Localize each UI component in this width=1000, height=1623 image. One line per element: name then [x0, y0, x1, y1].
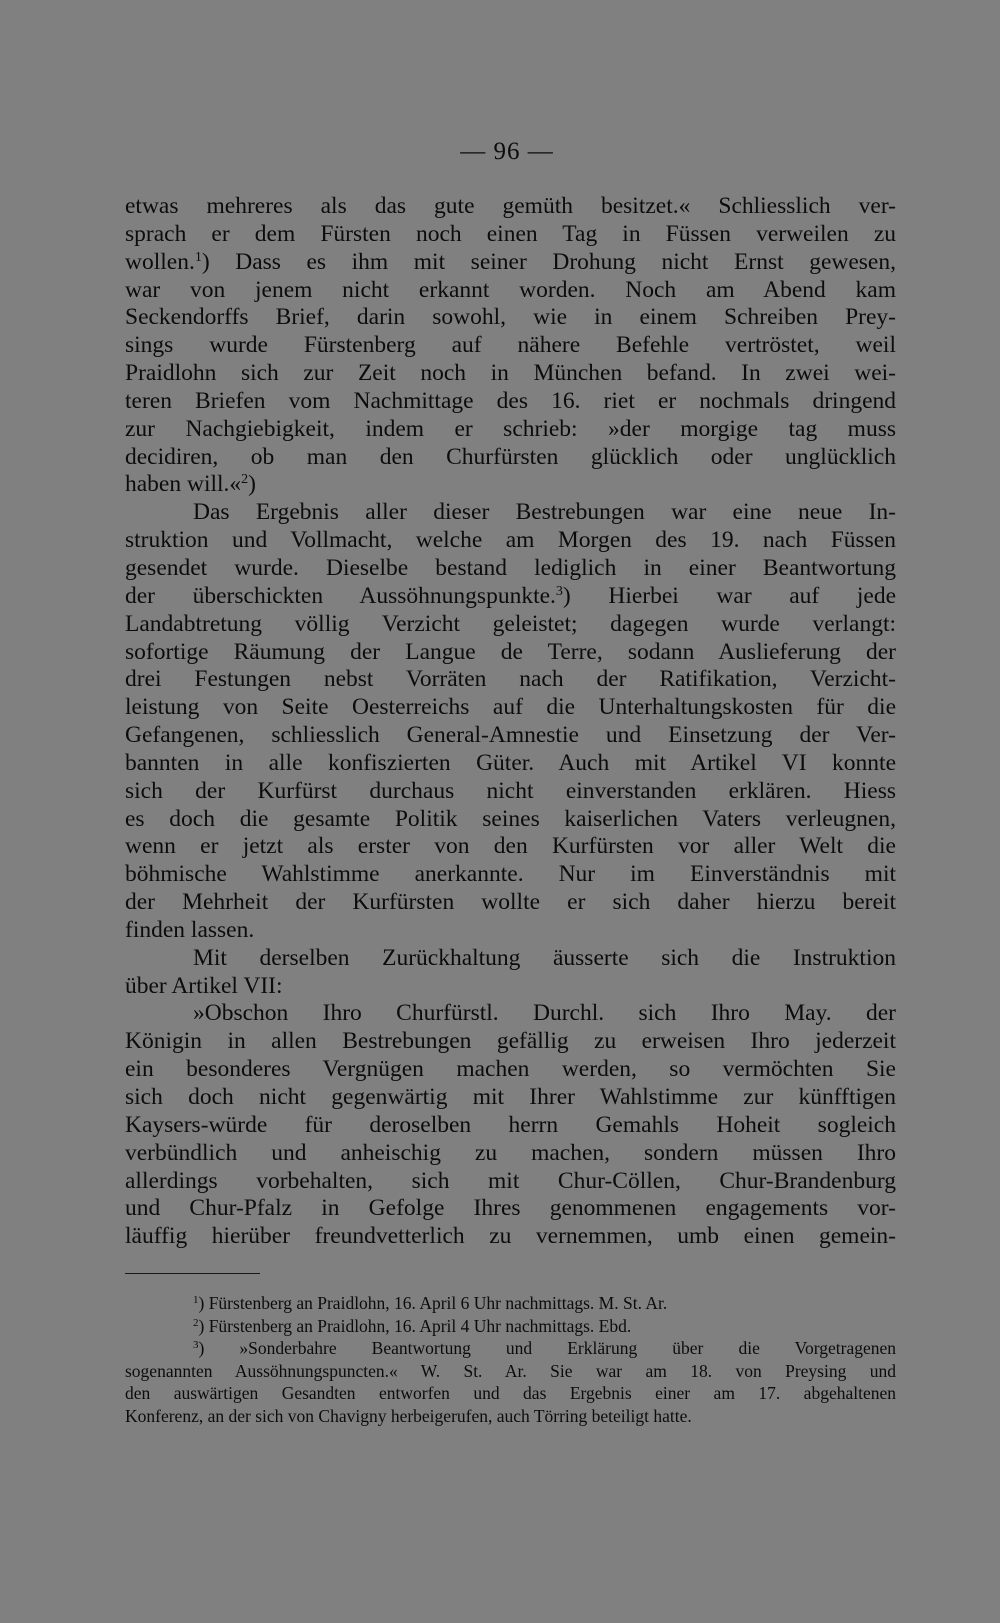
footnote-text: ) Fürstenberg an Praidlohn, 16. April 6 Uhr nachmittags. M. St. Ar. [198, 1293, 668, 1313]
line-text: verbündlich und anheischig zu machen, sondern müssen Ihro [125, 1139, 896, 1166]
line-text: der überschickten Aussöhnungspunkte. [125, 582, 556, 609]
line-text: Mit derselben Zurückhaltung äusserte sich die Instruktion [193, 944, 896, 971]
footnote-text: ) »Sonderbahre Beantwortung und Erklärung über die Vorgetragenen [198, 1338, 896, 1358]
body-text [125, 193, 896, 1251]
line-text: Landabtretung völlig Verzicht geleistet; dagegen wurde verlangt: [125, 610, 896, 637]
text-line [125, 388, 896, 416]
text-line [125, 360, 896, 388]
text-line [125, 973, 896, 1001]
line-text: Konferenz, an der sich von Chavigny herbeigerufen, auch Törring beteiligt hatte. [125, 1405, 692, 1426]
line-text: gesendet wurde. Dieselbe bestand lediglich in einer Beantwortung [125, 554, 896, 581]
line-text: sich der Kurfürst durchaus nicht einverstanden erklären. Hiess [125, 777, 896, 804]
text-line [125, 861, 896, 889]
line-text: zur Nachgiebigkeit, indem er schrieb: »der morgige tag muss [125, 415, 896, 442]
line-text: leistung von Seite Oesterreichs auf die Unterhaltungskosten für die [125, 694, 896, 721]
line-text-continued: ) [248, 471, 256, 498]
line-text: Praidlohn sich zur Zeit noch in München befand. In zwei wei- [125, 360, 896, 387]
line-text: war von jenem nicht erkannt worden. Noch am Abend kam [125, 276, 896, 303]
text-line [125, 639, 896, 667]
text-line [125, 527, 896, 555]
text-line [125, 1140, 896, 1168]
line-text: haben will.« [125, 471, 242, 498]
footnote-line [125, 1360, 896, 1383]
text-line [125, 778, 896, 806]
line-text: es doch die gesamte Politik seines kaiserlichen Vaters verleugnen, [125, 805, 896, 832]
text-line [125, 1000, 896, 1028]
line-text: sogenannten Aussöhnungspuncten.« W. St. Ar. Sie war am 18. von Preysing und [125, 1360, 896, 1381]
line-text: ein besonderes Vergnügen machen werden, so vermöchten Sie [125, 1056, 896, 1083]
footnote-line [125, 1315, 896, 1338]
footnote-marker: 3 [193, 1339, 199, 1351]
text-line [125, 332, 896, 360]
text-line [125, 277, 896, 305]
line-text: den auswärtigen Gesandten entworfen und das Ergebnis einer am 17. abgehaltenen [125, 1383, 896, 1403]
line-text: etwas mehreres als das gute gemüth besitzet.« Schliesslich ver- [125, 193, 896, 219]
footnote-separator [125, 1273, 260, 1274]
line-text: Gefangenen, schliesslich General-Amnestie und Einsetzung der Ver- [125, 722, 896, 749]
line-text: böhmische Wahlstimme anerkannte. Nur im Einverständnis mit [125, 861, 896, 888]
line-text: wollen. [125, 248, 195, 275]
text-line [125, 416, 896, 444]
text-line [125, 833, 896, 861]
text-line [125, 583, 896, 611]
line-text: und Chur-Pfalz in Gefolge Ihres genommenen engagements vor- [125, 1195, 896, 1222]
line-text: drei Festungen nebst Vorräten nach der Ratifikation, Verzicht- [125, 666, 896, 693]
text-line [125, 1112, 896, 1140]
line-text: Kaysers-würde für deroselben herrn Gemahls Hoheit sogleich [125, 1111, 896, 1138]
text-line [125, 193, 896, 221]
line-text: läuffig hierüber freundvetterlich zu vernemmen, umb einen gemein- [125, 1223, 896, 1250]
line-text: bannten in alle konfiszierten Güter. Auch mit Artikel VI konnte [125, 749, 896, 776]
footnote-line [125, 1292, 896, 1315]
text-line [125, 444, 896, 472]
footnotes [125, 1292, 896, 1427]
line-text: »Obschon Ihro Churfürstl. Durchl. sich Ihro May. der [193, 1000, 896, 1027]
text-line [125, 889, 896, 917]
line-text: sofortige Räumung der Langue de Terre, sodann Auslieferung der [125, 638, 896, 665]
text-line [125, 694, 896, 722]
footnote-line [125, 1382, 896, 1405]
line-text: Königin in allen Bestrebungen gefällig zu erweisen Ihro jederzeit [125, 1028, 896, 1055]
line-text-continued: ) Hierbei war auf jede [562, 582, 897, 609]
line-text: teren Briefen vom Nachmittage des 16. riet er nochmals dringend [125, 387, 896, 414]
line-text: über Artikel VII: [125, 972, 283, 999]
text-line [125, 722, 896, 750]
footnote-line [125, 1337, 896, 1360]
text-line [125, 806, 896, 834]
text-line [125, 1056, 896, 1084]
line-text: allerdings vorbehalten, sich mit Chur-Cöllen, Chur-Brandenburg [125, 1167, 896, 1194]
line-text: sings wurde Fürstenberg auf nähere Befehle vertröstet, weil [125, 332, 896, 359]
text-line [125, 917, 896, 945]
line-text: Das Ergebnis aller dieser Bestrebungen war eine neue In- [193, 499, 896, 526]
text-line [125, 221, 896, 249]
text-line [125, 945, 896, 973]
footnote-reference: 3 [555, 583, 563, 599]
line-text: sprach er dem Fürsten noch einen Tag in Füssen verweilen zu [125, 220, 896, 247]
page-number: — 96 — [460, 138, 554, 165]
text-line [125, 611, 896, 639]
line-text: Seckendorffs Brief, darin sowohl, wie in einem Schreiben Prey- [125, 304, 896, 331]
line-text: wenn er jetzt als erster von den Kurfürsten vor aller Welt die [125, 833, 896, 860]
line-text: sich doch nicht gegenwärtig mit Ihrer Wahlstimme zur künfftigen [125, 1084, 896, 1110]
line-text: struktion und Vollmacht, welche am Morgen des 19. nach Füssen [125, 527, 896, 554]
text-line [125, 471, 896, 499]
footnote-reference: 2 [241, 472, 249, 488]
line-text: der Mehrheit der Kurfürsten wollte er sich daher hierzu bereit [125, 889, 896, 916]
text-line [125, 499, 896, 527]
text-line [125, 1195, 896, 1223]
footnote-line [125, 1405, 896, 1428]
text-line [125, 666, 896, 694]
text-line [125, 1028, 896, 1056]
text-line [125, 750, 896, 778]
text-line [125, 304, 896, 332]
text-line [125, 1223, 896, 1251]
text-line [125, 1168, 896, 1196]
text-line [125, 1084, 896, 1112]
line-text: decidiren, ob man den Churfürsten glücklich oder unglücklich [125, 443, 896, 470]
footnote-marker: 1 [193, 1294, 199, 1306]
text-line [125, 555, 896, 583]
text-line [125, 249, 896, 277]
footnote-reference: 1 [194, 249, 202, 265]
footnote-marker: 2 [193, 1316, 199, 1329]
line-text-continued: ) Dass es ihm mit seiner Drohung nicht Ernst gewesen, [201, 248, 896, 275]
line-text: finden lassen. [125, 916, 255, 943]
footnote-text: ) Fürstenberg an Praidlohn, 16. April 4 Uhr nachmittags. Ebd. [198, 1315, 632, 1336]
